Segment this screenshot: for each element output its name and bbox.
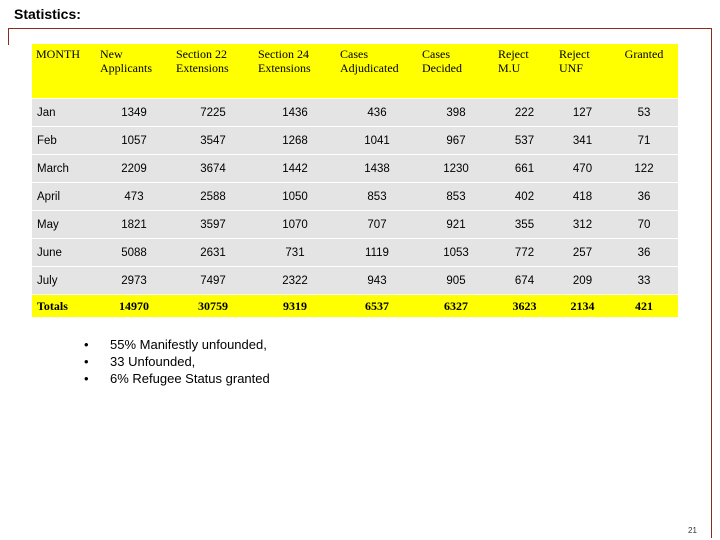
total-cell: 30759 bbox=[172, 295, 254, 318]
table-cell: 7497 bbox=[172, 267, 254, 295]
header-granted: Granted bbox=[610, 44, 678, 99]
table-cell: 209 bbox=[555, 267, 610, 295]
month-cell: Jan bbox=[32, 99, 96, 127]
title-divider bbox=[8, 28, 712, 29]
bullet-icon: • bbox=[84, 371, 89, 386]
table-cell: 36 bbox=[610, 239, 678, 267]
notes-list bbox=[84, 336, 270, 387]
table-cell: 853 bbox=[418, 183, 494, 211]
table-row bbox=[32, 211, 678, 239]
header-section-24-extensions: Section 24 Extensions bbox=[254, 44, 336, 99]
table-cell: 473 bbox=[96, 183, 172, 211]
table-cell: 731 bbox=[254, 239, 336, 267]
table-cell: 355 bbox=[494, 211, 555, 239]
total-cell: 14970 bbox=[96, 295, 172, 318]
table-row bbox=[32, 183, 678, 211]
table-cell: 1119 bbox=[336, 239, 418, 267]
table-header-row bbox=[32, 44, 678, 99]
table-cell: 1057 bbox=[96, 127, 172, 155]
left-border-line bbox=[8, 28, 9, 45]
table-cell: 1438 bbox=[336, 155, 418, 183]
header-cases-adjudicated: Cases Adjudicated bbox=[336, 44, 418, 99]
month-cell: April bbox=[32, 183, 96, 211]
total-cell: 421 bbox=[610, 295, 678, 318]
table-cell: 1070 bbox=[254, 211, 336, 239]
totals-row bbox=[32, 295, 678, 318]
table-row bbox=[32, 155, 678, 183]
table-cell: 53 bbox=[610, 99, 678, 127]
total-cell: 2134 bbox=[555, 295, 610, 318]
table-cell: 1349 bbox=[96, 99, 172, 127]
table-cell: 905 bbox=[418, 267, 494, 295]
table-cell: 1821 bbox=[96, 211, 172, 239]
table-cell: 772 bbox=[494, 239, 555, 267]
table-cell: 71 bbox=[610, 127, 678, 155]
table-cell: 5088 bbox=[96, 239, 172, 267]
table-row bbox=[32, 267, 678, 295]
table-row bbox=[32, 127, 678, 155]
month-cell: July bbox=[32, 267, 96, 295]
table-cell: 341 bbox=[555, 127, 610, 155]
table-cell: 398 bbox=[418, 99, 494, 127]
total-cell: 9319 bbox=[254, 295, 336, 318]
note-item bbox=[84, 353, 270, 370]
table-cell: 2209 bbox=[96, 155, 172, 183]
table-cell: 1230 bbox=[418, 155, 494, 183]
total-cell: 6327 bbox=[418, 295, 494, 318]
table-cell: 2322 bbox=[254, 267, 336, 295]
table-cell: 1268 bbox=[254, 127, 336, 155]
header-reject-unf: Reject UNF bbox=[555, 44, 610, 99]
bullet-icon: • bbox=[84, 354, 89, 369]
table-cell: 2973 bbox=[96, 267, 172, 295]
table-cell: 418 bbox=[555, 183, 610, 211]
note-item bbox=[84, 370, 270, 387]
table-cell: 707 bbox=[336, 211, 418, 239]
table-row bbox=[32, 239, 678, 267]
total-cell: 6537 bbox=[336, 295, 418, 318]
header-reject-mu: Reject M.U bbox=[494, 44, 555, 99]
table-cell: 402 bbox=[494, 183, 555, 211]
note-text: 55% Manifestly unfounded, bbox=[110, 337, 267, 352]
table-cell: 222 bbox=[494, 99, 555, 127]
table-cell: 2588 bbox=[172, 183, 254, 211]
table-cell: 1053 bbox=[418, 239, 494, 267]
table-cell: 3674 bbox=[172, 155, 254, 183]
table-cell: 921 bbox=[418, 211, 494, 239]
note-text: 33 Unfounded, bbox=[110, 354, 196, 369]
table-cell: 1041 bbox=[336, 127, 418, 155]
right-border-line bbox=[711, 28, 712, 538]
table-cell: 2631 bbox=[172, 239, 254, 267]
total-cell: 3623 bbox=[494, 295, 555, 318]
table-cell: 674 bbox=[494, 267, 555, 295]
header-month: MONTH bbox=[32, 44, 96, 99]
table-cell: 537 bbox=[494, 127, 555, 155]
table-cell: 943 bbox=[336, 267, 418, 295]
header-cases-decided: Cases Decided bbox=[418, 44, 494, 99]
month-cell: Feb bbox=[32, 127, 96, 155]
header-new-applicants: New Applicants bbox=[96, 44, 172, 99]
note-text: 6% Refugee Status granted bbox=[110, 371, 270, 386]
table-cell: 127 bbox=[555, 99, 610, 127]
totals-label: Totals bbox=[32, 295, 96, 318]
table-cell: 312 bbox=[555, 211, 610, 239]
table-cell: 3597 bbox=[172, 211, 254, 239]
month-cell: March bbox=[32, 155, 96, 183]
table-cell: 436 bbox=[336, 99, 418, 127]
table-cell: 33 bbox=[610, 267, 678, 295]
table-cell: 1442 bbox=[254, 155, 336, 183]
statistics-table bbox=[32, 44, 678, 318]
note-item bbox=[84, 336, 270, 353]
table-cell: 661 bbox=[494, 155, 555, 183]
month-cell: June bbox=[32, 239, 96, 267]
table-row bbox=[32, 99, 678, 127]
table-cell: 1050 bbox=[254, 183, 336, 211]
table-cell: 470 bbox=[555, 155, 610, 183]
header-section-22-extensions: Section 22 Extensions bbox=[172, 44, 254, 99]
table-cell: 3547 bbox=[172, 127, 254, 155]
table-cell: 122 bbox=[610, 155, 678, 183]
table-cell: 36 bbox=[610, 183, 678, 211]
table-cell: 7225 bbox=[172, 99, 254, 127]
table-cell: 70 bbox=[610, 211, 678, 239]
month-cell: May bbox=[32, 211, 96, 239]
page-number: 21 bbox=[688, 526, 697, 535]
table-cell: 257 bbox=[555, 239, 610, 267]
table-cell: 853 bbox=[336, 183, 418, 211]
table-cell: 1436 bbox=[254, 99, 336, 127]
page-title: Statistics: bbox=[14, 6, 81, 22]
table-cell: 967 bbox=[418, 127, 494, 155]
bullet-icon: • bbox=[84, 337, 89, 352]
